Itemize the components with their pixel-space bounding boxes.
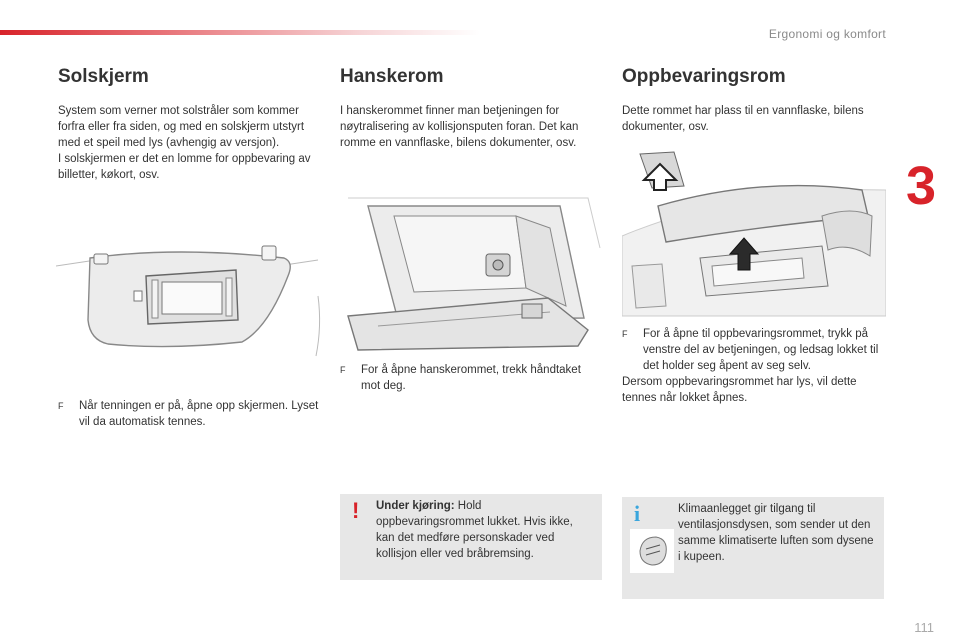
warning-icon: ! <box>352 498 360 523</box>
hanskerom-title: Hanskerom <box>340 66 444 87</box>
oppbevaringsrom-bullet-text: For å åpne til oppbevaringsrommet, trykk på venstre del av betjeningen, og ledsag lokket til det holder seg åpent av seg selv. <box>643 328 879 372</box>
hanskerom-bullet-text: For å åpne hanskerommet, trekk håndtaket mot deg. <box>361 364 581 392</box>
solskjerm-intro2-text: I solskjermen er det en lomme for oppbevaring av billetter, køkort, osv. <box>58 153 311 181</box>
bullet-marker-icon: F <box>622 329 628 339</box>
info-icon: i <box>634 501 641 526</box>
section-label: Ergonomi og komfort <box>768 27 886 41</box>
hanskerom-bullet <box>340 362 602 394</box>
warning-bold-label: Under kjøring: <box>376 500 455 512</box>
header-accent-bar <box>0 30 480 35</box>
glovebox-illustration <box>338 188 602 352</box>
solskjerm-title: Solskjerm <box>58 66 149 87</box>
oppbevaringsrom-title: Oppbevaringsrom <box>622 66 786 87</box>
solskjerm-bullet-text: Når tenningen er på, åpne opp skjermen. Lyset vil da automatisk tennes. <box>79 400 319 428</box>
bullet-marker-icon: F <box>58 401 64 411</box>
bullet-marker-icon: F <box>340 365 346 375</box>
warning-body: Hold oppbevaringsrommet lukket. Hvis ikke, kan det medføre personskader ved kollisjon eller ved bråbremsing. <box>376 500 573 560</box>
info-box <box>622 497 884 599</box>
vent-icon <box>630 529 674 573</box>
warning-text <box>376 498 592 562</box>
chapter-number: 3 <box>906 156 937 216</box>
hanskerom-intro: I hanskerommet finner man betjeningen for nøytralisering av kollisjonsputen foran. Det kan romme en vannflaske, bilens dokumenter, osv. <box>340 105 579 149</box>
oppbevaringsrom-after-text: Dersom oppbevaringsrommet har lys, vil dette tennes når lokket åpnes. <box>622 376 857 404</box>
solskjerm-intro <box>58 103 320 183</box>
info-text: Klimaanlegget gir tilgang til ventilasjonsdysen, som sender ut den samme klimatiserte luften som dysene i kupeen. <box>678 503 874 563</box>
oppbevaringsrom-intro: Dette rommet har plass til en vannflaske, bilens dokumenter, osv. <box>622 105 864 133</box>
sun-visor-illustration <box>56 236 324 372</box>
solskjerm-intro-text: System som verner mot solstråler som kommer forfra eller fra siden, og med en solskjerm utstyrt med et speil med lys (avhengig av versjon). <box>58 105 305 149</box>
solskjerm-bullet <box>58 398 320 430</box>
warning-box <box>340 494 602 580</box>
oppbevaringsrom-bullet <box>622 326 884 406</box>
page-number: 111 <box>914 620 934 635</box>
storage-compartment-illustration <box>622 146 886 318</box>
